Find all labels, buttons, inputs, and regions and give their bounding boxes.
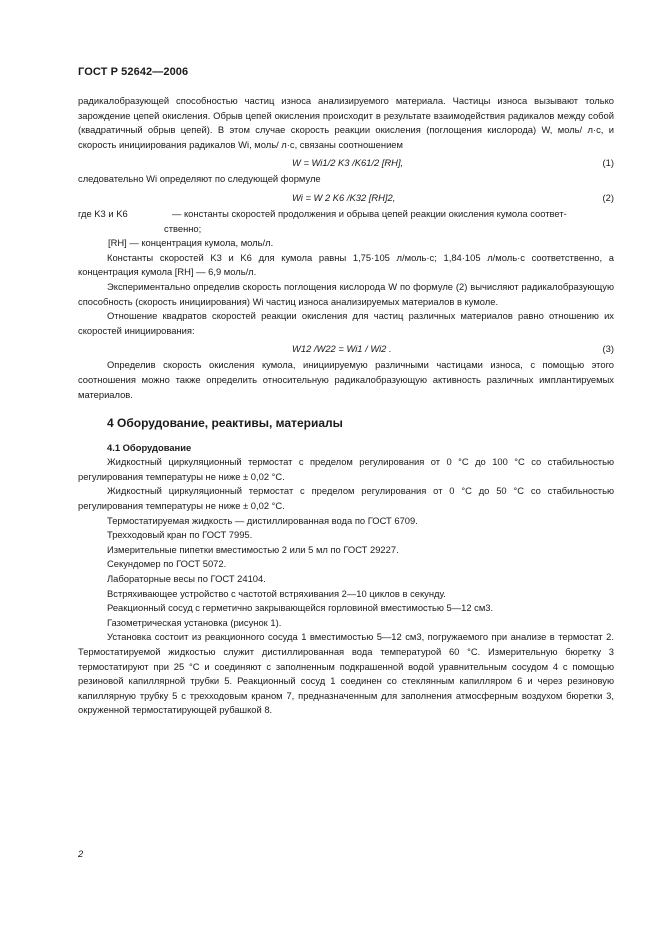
standard-header: ГОСТ Р 52642—2006	[78, 66, 189, 78]
paragraph-experiment: Экспериментально определив скорость поглощения кислорода W по формуле (2) вычисляют радикалобразующую способность (скорость инициирования) Wi частиц износа анализируемых материалов в кумоле.	[78, 280, 614, 307]
equation-1-formula: W = Wi1/2 K3 /K61/2 [RH],	[292, 157, 404, 169]
equipment-item: Жидкостный циркуляционный термостат с пределом регулирования от 0 °C до 50 °C со стабильностью регулирования температуры не ниже ± 0,02 °C.	[78, 485, 614, 512]
paragraph-constants: Константы скоростей K3 и K6 для кумола равны 1,75·105 л/моль·с; 1,84·105 л/моль·с соответственно, а концентрация кумола [RH] — 6,9 моль/л.	[78, 251, 614, 278]
equation-3-formula: W12 /W22 = Wi1 / Wi2 .	[292, 343, 392, 355]
equipment-item: Газометрическая установка (рисунок 1).	[107, 616, 282, 628]
equation-3	[78, 338, 614, 358]
equipment-item: Трехходовый кран по ГОСТ 7995.	[107, 529, 253, 541]
definition-continuation: ственно;	[164, 222, 202, 234]
definition-value: — константы скоростей продолжения и обрыва цепей реакции окисления кумола соответ-	[172, 207, 567, 219]
equation-1-number: (1)	[602, 157, 614, 169]
equipment-item: Термостатируемая жидкость — дистиллированная вода по ГОСТ 6709.	[107, 514, 418, 526]
equipment-item: Жидкостный циркуляционный термостат с пределом регулирования от 0 °C до 100 °C со стабильностью регулирования температуры не ниже ± 0,02 °C.	[78, 456, 614, 482]
equipment-item: Встряхивающее устройство с частотой встряхивания 2—10 циклов в секунду.	[107, 587, 446, 599]
equation-2-formula: Wi = W 2 K6 /K32 [RH]2,	[292, 191, 396, 203]
equipment-item: Измерительные пипетки вместимостью 2 или 5 мл по ГОСТ 29227.	[107, 543, 399, 555]
page-body	[78, 94, 614, 718]
equation-2-number: (2)	[602, 191, 614, 203]
equation-3-number: (3)	[602, 343, 614, 355]
page-number: 2	[78, 848, 84, 859]
equipment-item: Секундомер по ГОСТ 5072.	[107, 558, 227, 570]
paragraph-ratio: Отношение квадратов скоростей реакции окисления для частиц различных материалов равно отношению их скоростей инициирования:	[78, 310, 614, 336]
section-heading: 4 Оборудование, реактивы, материалы	[107, 416, 343, 431]
equation-1	[78, 152, 614, 172]
definition-row-rh: [RH] — концентрация кумола, моль/л.	[108, 237, 274, 249]
equipment-item: Лабораторные весы по ГОСТ 24104.	[107, 573, 266, 585]
paragraph-continuation: радикалобразующей способностью частиц износа анализируемого материала. Частицы износа вызывают только зарождение цепей окисления. Обрыв цепей окисления происходит в результате взаимодействия радикалов между собой (квадратичный обрыв цепей). В этом случае скорость реакции окисления (поглощения кислорода) W, моль/ л·с, и скорость инициирования радикалов Wi, моль/ л·с, связаны соотношением	[78, 95, 614, 150]
definitions-block	[78, 207, 614, 251]
definition-row	[78, 207, 614, 222]
setup-description: Установка состоит из реакционного сосуда 1 вместимостью 5—12 см3, погружаемого при анализе в термостат 2. Термостатируемой жидкостью служит дистиллированная вода температурой 60 °C. Измерительную бюретку 3 термостатируют при 25 °C и соединяют с заполненным подкрашенной водой уравнительным сосудом 4 с помощью резиновой капиллярной трубки 5. Реакционный сосуд 1 соединен со стеклянным капилляром 6 и через резиновую капиллярную трубку 5 с трехходовым краном 7, предназначенным для заполнения атмосферным воздухом бюретки 3, окруженной термостатирующей рубашкой 8.	[78, 631, 614, 716]
equipment-item: Реакционный сосуд с герметично закрывающейся горловиной вместимостью 5—12 см3.	[107, 602, 494, 614]
equation-2	[78, 187, 614, 207]
subsection-heading: 4.1 Оборудование	[107, 441, 192, 453]
paragraph-conclusion: Определив скорость окисления кумола, инициируемую различными частицами износа, с помощью этого соотношения можно также определить относительную радикалобразующую активность различных имплантируемых материалов.	[78, 359, 614, 400]
definition-key: где K3 и K6	[78, 207, 128, 219]
paragraph-formula-intro: следовательно Wi определяют по следующей формуле	[78, 173, 321, 185]
